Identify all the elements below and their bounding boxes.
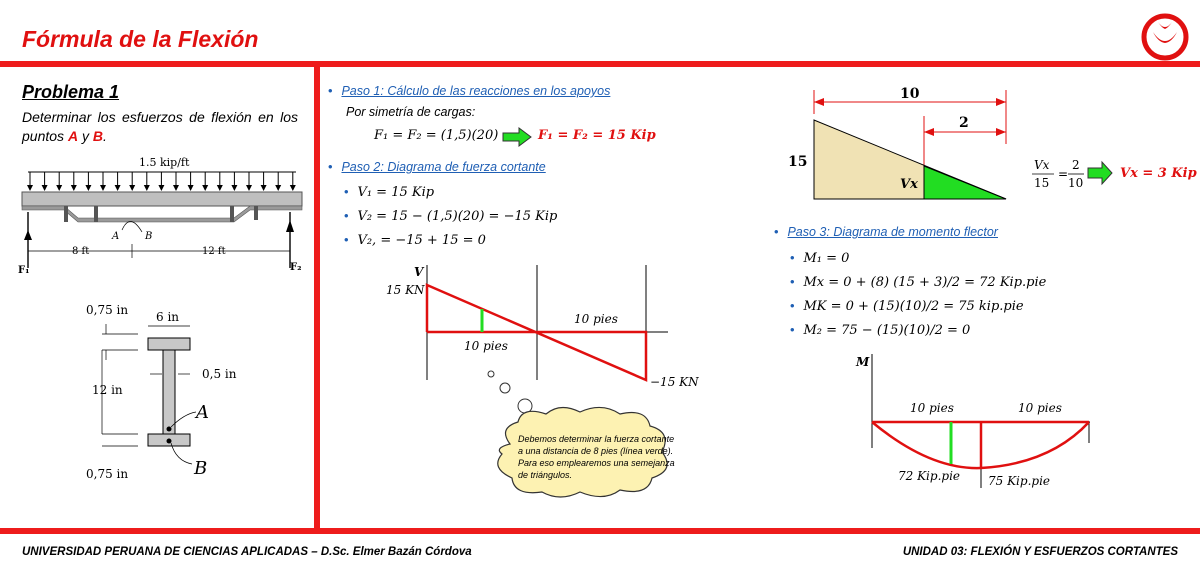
load-arrowhead xyxy=(217,185,223,191)
web-height-label: 12 in xyxy=(92,383,123,397)
problem-title: Problema 1 xyxy=(22,82,120,102)
header-divider xyxy=(0,61,1200,67)
load-arrowhead xyxy=(188,185,194,191)
shear-right-length: 10 pies xyxy=(574,312,618,326)
v2-equation: V₂ = 15 − (1,5)(20) = −15 Kip xyxy=(357,209,558,224)
moment-axis-label: M xyxy=(856,355,870,369)
load-arrowhead xyxy=(27,185,33,191)
m2-equation: M₂ = 75 − (15)(10)/2 = 0 xyxy=(803,323,971,338)
span2-label: 12 ft xyxy=(202,246,226,257)
ratio-den-left: 15 xyxy=(1034,176,1050,190)
column-divider xyxy=(314,67,320,529)
load-arrowhead xyxy=(100,185,106,191)
m1-row: • M₁ = 0 xyxy=(790,250,850,266)
beam-point-b: B xyxy=(145,231,153,242)
load-arrowhead xyxy=(290,185,296,191)
ratio-num-left: Vx xyxy=(1034,158,1050,172)
load-arrowhead xyxy=(246,185,252,191)
section-point-a: A xyxy=(196,402,209,423)
mx-equation: Mx = 0 + (8) (15 + 3)/2 = 72 Kip.pie xyxy=(803,275,1047,290)
vx-result: Vx = 3 Kip xyxy=(1120,166,1197,181)
flange-width-label: 6 in xyxy=(156,310,180,324)
step1-row: • Paso 1: Cálculo de las reacciones en los apoyos xyxy=(328,83,611,98)
step3-label: Paso 3: Diagrama de momento flector xyxy=(787,225,998,239)
shear-left-length: 10 pies xyxy=(464,339,508,353)
load-arrowhead xyxy=(85,185,91,191)
shear-axis-label: V xyxy=(414,265,424,279)
similar-triangles-diagram xyxy=(780,84,1020,214)
load-label: 1.5 kip/ft xyxy=(139,156,190,169)
f1-label: F₁ xyxy=(18,265,30,276)
ratio-equation xyxy=(1026,154,1198,194)
v1-equation: V₁ = 15 Kip xyxy=(357,185,435,200)
moment-value-75: 75 Kip.pie xyxy=(988,474,1051,488)
point-b-label: B xyxy=(92,128,103,144)
svg-text:=: = xyxy=(1058,167,1069,181)
load-arrowhead xyxy=(261,185,267,191)
point-a-label: A xyxy=(67,128,79,144)
triangle-base-label: 10 xyxy=(900,86,920,102)
section-point-b: B xyxy=(194,458,208,479)
mx-row: • Mx = 0 + (8) (15 + 3)/2 = 72 Kip.pie xyxy=(790,274,1047,290)
web-thickness-label: 0,5 in xyxy=(202,367,237,381)
load-arrows xyxy=(27,172,296,191)
flange-bottom-label: 0,75 in xyxy=(86,467,129,481)
load-arrowhead xyxy=(231,185,237,191)
moment-value-72: 72 Kip.pie xyxy=(898,469,961,483)
v3-row: • V₂, = −15 + 15 = 0 xyxy=(344,232,486,248)
step2-row: • Paso 2: Diagrama de fuerza cortante xyxy=(328,159,546,174)
load-arrowhead xyxy=(202,185,208,191)
load-arrowhead xyxy=(129,185,135,191)
reaction-equation: F₁ = F₂ = (1,5)(20) xyxy=(374,128,499,143)
load-arrowhead xyxy=(42,185,48,191)
triangle-height-label: 15 xyxy=(788,154,808,170)
reaction-result: F₁ = F₂ = 15 Kip xyxy=(538,128,656,143)
cross-section-diagram xyxy=(80,296,280,491)
upc-logo xyxy=(1136,10,1194,60)
load-arrowhead xyxy=(71,185,77,191)
footer-divider xyxy=(0,528,1200,534)
page-title: Fórmula de la Flexión xyxy=(22,26,259,52)
mk-row: • MK = 0 + (15)(10)/2 = 75 kip.pie xyxy=(790,298,1024,314)
step2-label: Paso 2: Diagrama de fuerza cortante xyxy=(341,160,546,174)
ratio-den-right: 10 xyxy=(1068,176,1084,190)
f2-label: F₂ xyxy=(290,262,302,273)
m1-equation: M₁ = 0 xyxy=(803,251,850,266)
m2-row: • M₂ = 75 − (15)(10)/2 = 0 xyxy=(790,322,971,338)
cloud-text: Debemos determinar la fuerza cortante a una distancia de 8 pies (línea verde). Para eso emplearemos una semejanza de triángulos. xyxy=(518,434,675,480)
beam-point-a: A xyxy=(112,231,120,242)
triangle-part-label: 2 xyxy=(959,115,969,131)
shear-bottom-value: −15 KN xyxy=(650,375,699,389)
symmetry-note: Por simetría de cargas: xyxy=(346,105,476,119)
load-arrowhead xyxy=(56,185,62,191)
beam-diagram xyxy=(14,150,314,280)
load-arrowhead xyxy=(275,185,281,191)
ratio-num-right: 2 xyxy=(1072,158,1080,172)
footer-unit: UNIDAD 03: FLEXIÓN Y ESFUERZOS CORTANTES xyxy=(902,546,1178,558)
load-arrowhead xyxy=(173,185,179,191)
span1-label: 8 ft xyxy=(72,246,90,257)
step3-row: • Paso 3: Diagrama de momento flector xyxy=(774,224,998,239)
mk-equation: MK = 0 + (15)(10)/2 = 75 kip.pie xyxy=(803,299,1024,314)
load-arrowhead xyxy=(115,185,121,191)
load-arrowhead xyxy=(144,185,150,191)
moment-right-length: 10 pies xyxy=(1018,401,1062,415)
shear-top-value: 15 KN xyxy=(386,283,425,297)
triangle-vx-label: Vx xyxy=(900,177,918,192)
arrow-right-icon xyxy=(502,127,532,147)
moment-diagram xyxy=(850,348,1110,498)
moment-left-length: 10 pies xyxy=(910,401,954,415)
step1-label: Paso 1: Cálculo de las reacciones en los apoyos xyxy=(341,84,611,98)
problem-description: Determinar los esfuerzos de flexión en los puntos A y B. xyxy=(22,109,298,144)
footer-university: UNIVERSIDAD PERUANA DE CIENCIAS APLICADAS – D.Sc. Elmer Bazán Córdova xyxy=(22,546,472,558)
v1-row: • V₁ = 15 Kip xyxy=(344,184,435,200)
v3-equation: V₂, = −15 + 15 = 0 xyxy=(357,233,486,248)
load-arrowhead xyxy=(158,185,164,191)
v2-row: • V₂ = 15 − (1,5)(20) = −15 Kip xyxy=(344,208,558,224)
flange-top-label: 0,75 in xyxy=(86,303,129,317)
